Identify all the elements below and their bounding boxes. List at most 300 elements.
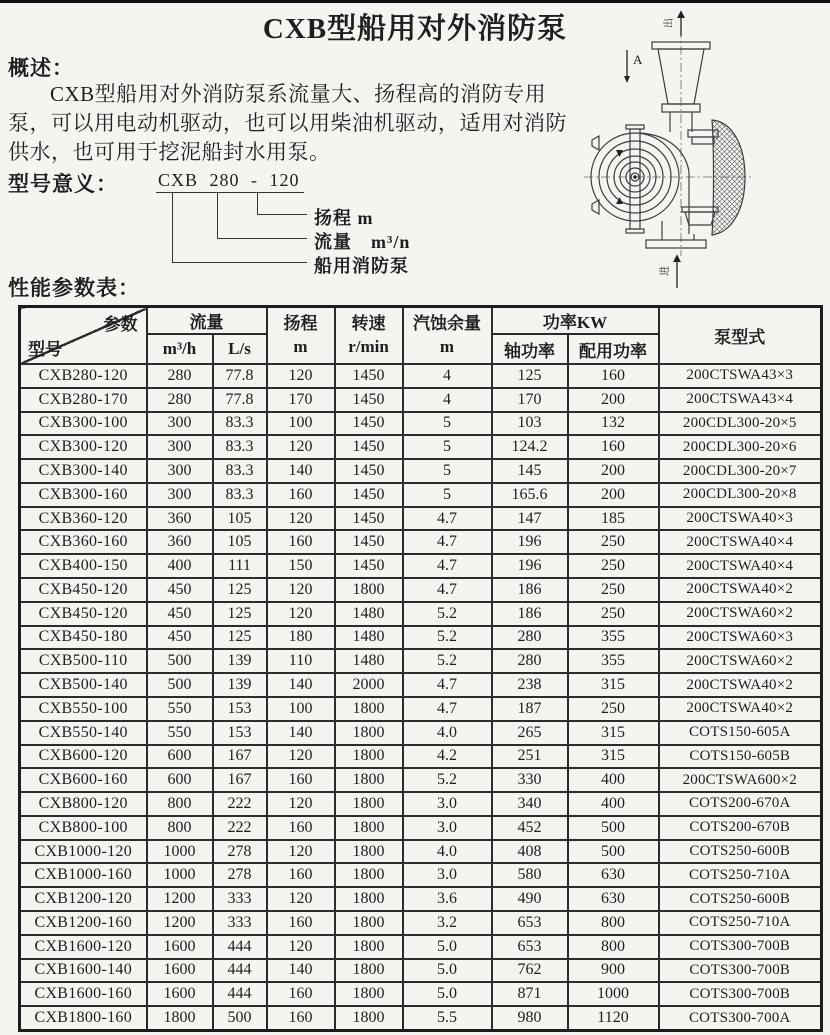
cell-flow-ls: 167 <box>213 745 267 769</box>
cell-flow-ls: 444 <box>213 959 267 983</box>
table-row <box>20 959 822 983</box>
cell-head: 120 <box>267 840 335 864</box>
table-row <box>20 745 822 769</box>
cell-flow-ls: 105 <box>213 530 267 554</box>
cell-model: CXB400-150 <box>20 554 147 578</box>
cell-model: CXB1000-120 <box>20 840 147 864</box>
cell-speed: 1800 <box>335 816 403 840</box>
cell-pump-type: 200CTSWA40×4 <box>659 530 822 554</box>
cell-pump-type: 200CTSWA600×2 <box>659 768 822 792</box>
header-flow-m3h: m³/h <box>147 334 213 364</box>
cell-head: 180 <box>267 626 335 650</box>
connector-pump <box>172 192 307 263</box>
header-flow: 流量 <box>147 307 267 335</box>
cell-rated-power: 630 <box>568 863 659 887</box>
cell-speed: 1450 <box>335 507 403 531</box>
cell-pump-type: COTS300-700A <box>659 1006 822 1030</box>
cell-pump-type: COTS200-670B <box>659 816 822 840</box>
cell-npsh: 4.0 <box>403 840 492 864</box>
cell-rated-power: 160 <box>568 435 659 459</box>
cell-speed: 1800 <box>335 959 403 983</box>
cell-speed: 1800 <box>335 768 403 792</box>
cell-model: CXB550-140 <box>20 721 147 745</box>
cell-rated-power: 630 <box>568 887 659 911</box>
cell-flow-m3h: 500 <box>147 649 213 673</box>
cell-flow-m3h: 500 <box>147 673 213 697</box>
cell-flow-ls: 153 <box>213 721 267 745</box>
cell-head: 120 <box>267 435 335 459</box>
cell-npsh: 4 <box>403 364 492 388</box>
cell-flow-m3h: 450 <box>147 602 213 626</box>
header-shaft-power: 轴功率 <box>492 334 568 364</box>
overview-heading: 概述： <box>8 56 74 80</box>
model-meaning-heading: 型号意义： <box>8 172 118 196</box>
cell-npsh: 5.2 <box>403 626 492 650</box>
cell-head: 160 <box>267 816 335 840</box>
cell-flow-m3h: 550 <box>147 721 213 745</box>
cell-shaft-power: 145 <box>492 459 568 483</box>
cell-head: 160 <box>267 768 335 792</box>
cell-head: 150 <box>267 554 335 578</box>
cell-flow-m3h: 1600 <box>147 982 213 1006</box>
cell-speed: 1450 <box>335 388 403 412</box>
cell-flow-m3h: 360 <box>147 507 213 531</box>
cell-flow-ls: 500 <box>213 1006 267 1030</box>
cell-head: 100 <box>267 412 335 436</box>
cell-shaft-power: 653 <box>492 911 568 935</box>
cell-flow-m3h: 1200 <box>147 887 213 911</box>
cell-flow-ls: 105 <box>213 507 267 531</box>
header-flow-ls: L/s <box>213 334 267 364</box>
cell-pump-type: COTS250-600B <box>659 840 822 864</box>
cell-rated-power: 315 <box>568 745 659 769</box>
cell-model: CXB500-110 <box>20 649 147 673</box>
cell-pump-type: 200CDL300-20×5 <box>659 412 822 436</box>
cell-rated-power: 132 <box>568 412 659 436</box>
cell-npsh: 5.0 <box>403 959 492 983</box>
table-row <box>20 863 822 887</box>
cell-head: 160 <box>267 530 335 554</box>
model-code-example: CXB 280 - 120 <box>156 170 304 193</box>
cell-flow-m3h: 1600 <box>147 935 213 959</box>
table-row <box>20 935 822 959</box>
cell-rated-power: 200 <box>568 459 659 483</box>
cell-rated-power: 800 <box>568 935 659 959</box>
cell-rated-power: 800 <box>568 911 659 935</box>
cell-pump-type: COTS300-700B <box>659 982 822 1006</box>
cell-npsh: 4.7 <box>403 554 492 578</box>
cell-head: 120 <box>267 887 335 911</box>
cell-pump-type: 200CDL300-20×8 <box>659 483 822 507</box>
inlet-label: 进 <box>660 266 671 276</box>
cell-rated-power: 160 <box>568 364 659 388</box>
cell-pump-type: COTS250-600B <box>659 887 822 911</box>
cell-npsh: 5.0 <box>403 935 492 959</box>
cell-shaft-power: 170 <box>492 388 568 412</box>
cell-head: 100 <box>267 697 335 721</box>
cell-model: CXB1000-160 <box>20 863 147 887</box>
cell-rated-power: 400 <box>568 768 659 792</box>
table-row <box>20 768 822 792</box>
cell-head: 120 <box>267 792 335 816</box>
cell-rated-power: 500 <box>568 816 659 840</box>
cell-shaft-power: 196 <box>492 554 568 578</box>
table-row <box>20 578 822 602</box>
cell-pump-type: COTS250-710A <box>659 863 822 887</box>
cell-shaft-power: 186 <box>492 578 568 602</box>
cell-shaft-power: 125 <box>492 364 568 388</box>
cell-speed: 1800 <box>335 697 403 721</box>
cell-npsh: 5.2 <box>403 768 492 792</box>
cell-model: CXB600-120 <box>20 745 147 769</box>
cell-head: 120 <box>267 935 335 959</box>
pump-technical-drawing <box>582 4 830 296</box>
top-rule <box>0 0 830 3</box>
cell-model: CXB300-140 <box>20 459 147 483</box>
cell-flow-m3h: 450 <box>147 578 213 602</box>
cell-pump-type: 200CTSWA40×3 <box>659 507 822 531</box>
cell-model: CXB280-120 <box>20 364 147 388</box>
cell-shaft-power: 762 <box>492 959 568 983</box>
cell-model: CXB1200-120 <box>20 887 147 911</box>
cell-flow-m3h: 1000 <box>147 840 213 864</box>
table-row <box>20 483 822 507</box>
cell-flow-ls: 222 <box>213 792 267 816</box>
header-param-label: 参数 <box>103 315 138 334</box>
table-row <box>20 554 822 578</box>
cell-flow-ls: 111 <box>213 554 267 578</box>
cell-rated-power: 1120 <box>568 1006 659 1030</box>
cell-npsh: 5.2 <box>403 602 492 626</box>
cell-speed: 1450 <box>335 554 403 578</box>
cell-flow-ls: 77.8 <box>213 364 267 388</box>
cell-flow-m3h: 550 <box>147 697 213 721</box>
table-row <box>20 530 822 554</box>
cell-flow-m3h: 280 <box>147 388 213 412</box>
model-code-diagram <box>150 168 480 274</box>
cell-flow-m3h: 300 <box>147 483 213 507</box>
cell-rated-power: 400 <box>568 792 659 816</box>
cell-rated-power: 315 <box>568 721 659 745</box>
cell-rated-power: 1000 <box>568 982 659 1006</box>
cell-pump-type: 200CTSWA43×3 <box>659 364 822 388</box>
cell-speed: 1800 <box>335 1006 403 1030</box>
cell-model: CXB300-120 <box>20 435 147 459</box>
model-label-head: 扬程 m <box>314 208 374 228</box>
cell-npsh: 3.0 <box>403 792 492 816</box>
cell-head: 160 <box>267 1006 335 1030</box>
cell-flow-ls: 83.3 <box>213 483 267 507</box>
cell-head: 170 <box>267 388 335 412</box>
cell-speed: 1800 <box>335 935 403 959</box>
cell-flow-m3h: 1800 <box>147 1006 213 1030</box>
table-row <box>20 673 822 697</box>
cell-pump-type: COTS250-710A <box>659 911 822 935</box>
table-row <box>20 697 822 721</box>
cell-model: CXB1800-160 <box>20 1006 147 1030</box>
header-model-label: 型号 <box>28 340 62 359</box>
table-row <box>20 792 822 816</box>
cell-npsh: 4 <box>403 388 492 412</box>
cell-rated-power: 250 <box>568 554 659 578</box>
cell-head: 120 <box>267 578 335 602</box>
table-row <box>20 649 822 673</box>
cell-shaft-power: 103 <box>492 412 568 436</box>
cell-speed: 1800 <box>335 863 403 887</box>
cell-rated-power: 355 <box>568 626 659 650</box>
cell-npsh: 4.7 <box>403 578 492 602</box>
cell-model: CXB1600-120 <box>20 935 147 959</box>
cell-npsh: 5.0 <box>403 982 492 1006</box>
table-row <box>20 602 822 626</box>
cell-pump-type: 200CTSWA40×4 <box>659 554 822 578</box>
cell-shaft-power: 871 <box>492 982 568 1006</box>
outlet-label: 出 <box>664 18 675 28</box>
cell-flow-m3h: 300 <box>147 435 213 459</box>
cell-rated-power: 250 <box>568 578 659 602</box>
cell-model: CXB1600-160 <box>20 982 147 1006</box>
cell-pump-type: 200CTSWA40×2 <box>659 673 822 697</box>
page-title: CXB型船用对外消防泵 <box>262 13 568 45</box>
cell-flow-ls: 278 <box>213 863 267 887</box>
cell-shaft-power: 980 <box>492 1006 568 1030</box>
cell-flow-m3h: 280 <box>147 364 213 388</box>
cell-rated-power: 500 <box>568 840 659 864</box>
model-label-pump: 船用消防泵 <box>314 256 409 276</box>
cell-speed: 1480 <box>335 649 403 673</box>
cell-pump-type: 200CTSWA60×3 <box>659 626 822 650</box>
table-heading: 性能参数表： <box>8 276 140 300</box>
cell-head: 160 <box>267 483 335 507</box>
cell-flow-m3h: 600 <box>147 768 213 792</box>
cell-shaft-power: 280 <box>492 626 568 650</box>
cell-speed: 1800 <box>335 887 403 911</box>
cell-head: 120 <box>267 364 335 388</box>
header-npsh-label: 汽蚀余量 <box>413 313 481 333</box>
cell-shaft-power: 251 <box>492 745 568 769</box>
cell-head: 160 <box>267 982 335 1006</box>
cell-npsh: 3.0 <box>403 816 492 840</box>
table-row <box>20 388 822 412</box>
cell-npsh: 4.7 <box>403 530 492 554</box>
cell-speed: 1800 <box>335 721 403 745</box>
cell-head: 120 <box>267 745 335 769</box>
header-head <box>267 307 335 365</box>
cell-model: CXB360-160 <box>20 530 147 554</box>
cell-shaft-power: 340 <box>492 792 568 816</box>
cell-speed: 1450 <box>335 459 403 483</box>
cell-shaft-power: 280 <box>492 649 568 673</box>
cell-speed: 1450 <box>335 483 403 507</box>
cell-flow-ls: 77.8 <box>213 388 267 412</box>
cell-flow-m3h: 450 <box>147 626 213 650</box>
performance-table <box>18 305 823 1032</box>
cell-rated-power: 315 <box>568 673 659 697</box>
cell-flow-ls: 139 <box>213 649 267 673</box>
cell-shaft-power: 653 <box>492 935 568 959</box>
cell-pump-type: 200CTSWA60×2 <box>659 602 822 626</box>
cell-rated-power: 355 <box>568 649 659 673</box>
table-row <box>20 459 822 483</box>
cell-rated-power: 200 <box>568 388 659 412</box>
table-row <box>20 435 822 459</box>
header-rated-power: 配用功率 <box>568 334 659 364</box>
cell-model: CXB550-100 <box>20 697 147 721</box>
cell-flow-m3h: 800 <box>147 792 213 816</box>
cell-shaft-power: 265 <box>492 721 568 745</box>
table-row <box>20 1006 822 1030</box>
cell-flow-m3h: 400 <box>147 554 213 578</box>
cell-model: CXB600-160 <box>20 768 147 792</box>
cell-speed: 1800 <box>335 911 403 935</box>
table-row <box>20 412 822 436</box>
cell-flow-ls: 153 <box>213 697 267 721</box>
table-row <box>20 887 822 911</box>
cell-head: 120 <box>267 602 335 626</box>
overview-paragraph: CXB型船用对外消防泵系流量大、扬程高的消防专用泵，可以用电动机驱动，也可以用柴油机驱动，适用对消防供水，也可用于挖泥船封水用泵。 <box>8 82 567 164</box>
cell-speed: 1480 <box>335 626 403 650</box>
header-speed <box>335 307 403 365</box>
cell-flow-ls: 83.3 <box>213 435 267 459</box>
cell-head: 140 <box>267 673 335 697</box>
header-speed-unit: r/min <box>348 336 389 356</box>
cell-model: CXB300-160 <box>20 483 147 507</box>
header-pump-type: 泵型式 <box>659 307 822 365</box>
cell-npsh: 3.2 <box>403 911 492 935</box>
cell-shaft-power: 165.6 <box>492 483 568 507</box>
cell-npsh: 5.5 <box>403 1006 492 1030</box>
cell-flow-ls: 444 <box>213 935 267 959</box>
cell-model: CXB450-180 <box>20 626 147 650</box>
table-row <box>20 982 822 1006</box>
cell-shaft-power: 196 <box>492 530 568 554</box>
cell-model: CXB450-120 <box>20 578 147 602</box>
cell-rated-power: 250 <box>568 530 659 554</box>
cell-head: 160 <box>267 911 335 935</box>
cell-flow-m3h: 300 <box>147 459 213 483</box>
cell-flow-m3h: 360 <box>147 530 213 554</box>
cell-npsh: 3.6 <box>403 887 492 911</box>
cell-shaft-power: 452 <box>492 816 568 840</box>
cell-pump-type: COTS150-605A <box>659 721 822 745</box>
cell-shaft-power: 124.2 <box>492 435 568 459</box>
cell-model: CXB1600-140 <box>20 959 147 983</box>
cell-head: 110 <box>267 649 335 673</box>
cell-model: CXB800-120 <box>20 792 147 816</box>
cell-flow-ls: 125 <box>213 602 267 626</box>
header-npsh-unit: m <box>439 336 455 356</box>
cell-shaft-power: 187 <box>492 697 568 721</box>
table-row <box>20 626 822 650</box>
cell-shaft-power: 147 <box>492 507 568 531</box>
header-npsh <box>403 307 492 365</box>
cell-flow-ls: 125 <box>213 626 267 650</box>
cell-npsh: 5 <box>403 459 492 483</box>
table-row <box>20 507 822 531</box>
cell-speed: 1800 <box>335 745 403 769</box>
table-row <box>20 364 822 388</box>
cell-speed: 1450 <box>335 364 403 388</box>
cell-flow-ls: 333 <box>213 911 267 935</box>
cell-npsh: 5 <box>403 483 492 507</box>
header-corner <box>20 307 147 365</box>
cell-pump-type: 200CDL300-20×6 <box>659 435 822 459</box>
cell-npsh: 5.2 <box>403 649 492 673</box>
view-a-label: A <box>633 52 643 67</box>
cell-model: CXB280-170 <box>20 388 147 412</box>
cell-flow-m3h: 600 <box>147 745 213 769</box>
cell-flow-m3h: 300 <box>147 412 213 436</box>
cell-pump-type: 200CTSWA43×4 <box>659 388 822 412</box>
table-row <box>20 840 822 864</box>
cell-flow-ls: 125 <box>213 578 267 602</box>
cell-npsh: 5 <box>403 412 492 436</box>
header-speed-label: 转速 <box>351 313 386 333</box>
cell-shaft-power: 330 <box>492 768 568 792</box>
cell-speed: 1450 <box>335 435 403 459</box>
cell-pump-type: 200CTSWA40×2 <box>659 697 822 721</box>
cell-npsh: 5 <box>403 435 492 459</box>
cell-pump-type: COTS150-605B <box>659 745 822 769</box>
cell-rated-power: 200 <box>568 483 659 507</box>
cell-npsh: 4.7 <box>403 507 492 531</box>
cell-rated-power: 900 <box>568 959 659 983</box>
cell-pump-type: 200CDL300-20×7 <box>659 459 822 483</box>
cell-pump-type: COTS200-670A <box>659 792 822 816</box>
cell-speed: 1800 <box>335 840 403 864</box>
cell-shaft-power: 238 <box>492 673 568 697</box>
cell-shaft-power: 408 <box>492 840 568 864</box>
cell-pump-type: COTS300-700B <box>659 935 822 959</box>
table-row <box>20 911 822 935</box>
cell-model: CXB1200-160 <box>20 911 147 935</box>
cell-flow-m3h: 1600 <box>147 959 213 983</box>
cell-flow-ls: 83.3 <box>213 412 267 436</box>
cell-rated-power: 250 <box>568 697 659 721</box>
cell-npsh: 4.2 <box>403 745 492 769</box>
header-head-label: 扬程 <box>283 313 318 333</box>
cell-head: 140 <box>267 459 335 483</box>
cell-flow-m3h: 800 <box>147 816 213 840</box>
cell-npsh: 4.7 <box>403 697 492 721</box>
cell-flow-ls: 333 <box>213 887 267 911</box>
cell-speed: 1450 <box>335 530 403 554</box>
table-row <box>20 721 822 745</box>
cell-flow-m3h: 1000 <box>147 863 213 887</box>
cell-head: 120 <box>267 507 335 531</box>
cell-model: CXB300-100 <box>20 412 147 436</box>
cell-model: CXB500-140 <box>20 673 147 697</box>
cell-rated-power: 185 <box>568 507 659 531</box>
cell-head: 160 <box>267 863 335 887</box>
cell-speed: 1800 <box>335 792 403 816</box>
cell-npsh: 4.7 <box>403 673 492 697</box>
cell-speed: 1480 <box>335 602 403 626</box>
header-power: 功率KW <box>492 307 659 335</box>
cell-speed: 2000 <box>335 673 403 697</box>
cell-head: 140 <box>267 721 335 745</box>
cell-npsh: 4.0 <box>403 721 492 745</box>
header-head-unit: m <box>293 336 308 356</box>
cell-pump-type: 200CTSWA40×2 <box>659 578 822 602</box>
param-table-body <box>20 364 822 1031</box>
cell-flow-ls: 139 <box>213 673 267 697</box>
cell-speed: 1800 <box>335 578 403 602</box>
cell-shaft-power: 580 <box>492 863 568 887</box>
cell-head: 140 <box>267 959 335 983</box>
cell-model: CXB800-100 <box>20 816 147 840</box>
cell-flow-ls: 83.3 <box>213 459 267 483</box>
